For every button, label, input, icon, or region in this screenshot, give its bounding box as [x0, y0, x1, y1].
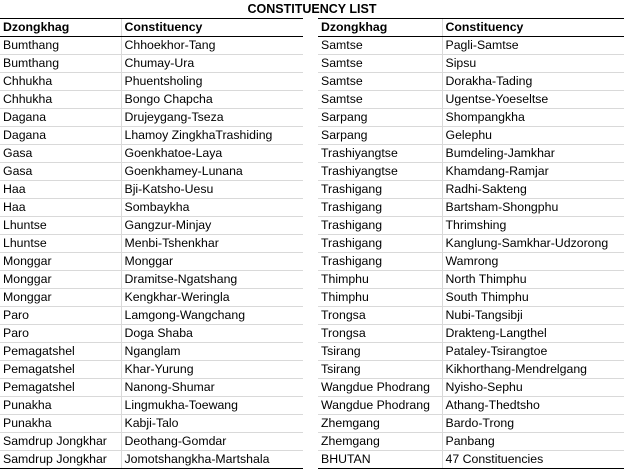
table-row	[318, 379, 624, 397]
dzongkhag-cell: Thimphu	[318, 271, 442, 289]
dzongkhag-cell: Wangdue Phodrang	[318, 397, 442, 415]
table-row	[0, 433, 303, 451]
table-row	[318, 55, 624, 73]
dzongkhag-cell: Monggar	[0, 289, 121, 307]
constituency-cell: Sipsu	[442, 55, 624, 73]
dzongkhag-cell: Thimphu	[318, 289, 442, 307]
constituency-cell: Chumay-Ura	[121, 55, 303, 73]
table-row	[0, 253, 303, 271]
dzongkhag-cell: Sarpang	[318, 127, 442, 145]
dzongkhag-cell: Gasa	[0, 145, 121, 163]
constituency-cell: Bardo-Trong	[442, 415, 624, 433]
constituency-cell: Pataley-Tsirangtoe	[442, 343, 624, 361]
table-row	[0, 163, 303, 181]
table-row	[0, 217, 303, 235]
constituency-cell: Panbang	[442, 433, 624, 451]
table-row	[0, 325, 303, 343]
constituency-cell: Lhamoy ZingkhaTrashiding	[121, 127, 303, 145]
dzongkhag-cell: Pemagatshel	[0, 343, 121, 361]
table-row	[0, 91, 303, 109]
table-row	[318, 325, 624, 343]
table-row	[0, 451, 303, 469]
table-row	[318, 181, 624, 199]
constituency-cell: Phuentsholing	[121, 73, 303, 91]
constituency-cell: North Thimphu	[442, 271, 624, 289]
constituency-cell: Nganglam	[121, 343, 303, 361]
dzongkhag-cell: Trashigang	[318, 253, 442, 271]
page-title: CONSTITUENCY LIST	[247, 2, 377, 16]
header-constituency: Constituency	[442, 19, 624, 37]
table-row	[0, 55, 303, 73]
dzongkhag-cell: Pemagatshel	[0, 361, 121, 379]
dzongkhag-cell: Chhukha	[0, 73, 121, 91]
constituency-cell: Kengkhar-Weringla	[121, 289, 303, 307]
dzongkhag-cell: Monggar	[0, 271, 121, 289]
dzongkhag-cell: Haa	[0, 199, 121, 217]
dzongkhag-cell: Pemagatshel	[0, 379, 121, 397]
constituency-cell: Shompangkha	[442, 109, 624, 127]
table-row	[318, 415, 624, 433]
table-row	[318, 91, 624, 109]
table-row	[0, 109, 303, 127]
constituency-cell: Radhi-Sakteng	[442, 181, 624, 199]
table-row	[0, 127, 303, 145]
dzongkhag-cell: BHUTAN	[318, 451, 442, 469]
dzongkhag-cell: Samdrup Jongkhar	[0, 451, 121, 469]
constituency-cell: Sombaykha	[121, 199, 303, 217]
constituency-cell: Bartsham-Shongphu	[442, 199, 624, 217]
table-row	[0, 415, 303, 433]
table-row	[0, 73, 303, 91]
constituency-cell: Dorakha-Tading	[442, 73, 624, 91]
table-row	[318, 397, 624, 415]
constituency-cell: Gelephu	[442, 127, 624, 145]
constituency-cell: South Thimphu	[442, 289, 624, 307]
constituency-cell: Bumdeling-Jamkhar	[442, 145, 624, 163]
table-row	[318, 217, 624, 235]
dzongkhag-cell: Dagana	[0, 109, 121, 127]
dzongkhag-cell: Dagana	[0, 127, 121, 145]
constituency-table-left	[0, 18, 303, 469]
constituency-cell: Gangzur-Minjay	[121, 217, 303, 235]
constituency-cell: Khamdang-Ramjar	[442, 163, 624, 181]
table-row	[0, 235, 303, 253]
dzongkhag-cell: Punakha	[0, 415, 121, 433]
table-row	[0, 271, 303, 289]
constituency-cell: Nubi-Tangsibji	[442, 307, 624, 325]
table-row	[318, 235, 624, 253]
dzongkhag-cell: Trashiyangtse	[318, 163, 442, 181]
dzongkhag-cell: Trashigang	[318, 235, 442, 253]
header-dzongkhag: Dzongkhag	[318, 19, 442, 37]
dzongkhag-cell: Chhukha	[0, 91, 121, 109]
table-row	[318, 289, 624, 307]
dzongkhag-cell: Samdrup Jongkhar	[0, 433, 121, 451]
dzongkhag-cell: Gasa	[0, 163, 121, 181]
dzongkhag-cell: Trashigang	[318, 217, 442, 235]
dzongkhag-cell: Bumthang	[0, 55, 121, 73]
table-row	[318, 307, 624, 325]
constituency-cell: Khar-Yurung	[121, 361, 303, 379]
table-row	[0, 181, 303, 199]
constituency-cell: Lamgong-Wangchang	[121, 307, 303, 325]
dzongkhag-cell: Wangdue Phodrang	[318, 379, 442, 397]
constituency-cell: Drujeygang-Tseza	[121, 109, 303, 127]
dzongkhag-cell: Paro	[0, 325, 121, 343]
dzongkhag-cell: Trashigang	[318, 199, 442, 217]
table-header-row	[318, 19, 624, 37]
header-dzongkhag: Dzongkhag	[0, 19, 121, 37]
table-row	[318, 127, 624, 145]
constituency-cell: Drakteng-Langthel	[442, 325, 624, 343]
constituency-cell: Goenkhamey-Lunana	[121, 163, 303, 181]
table-row	[0, 361, 303, 379]
constituency-cell: Nyisho-Sephu	[442, 379, 624, 397]
dzongkhag-cell: Trongsa	[318, 307, 442, 325]
table-row	[318, 37, 624, 55]
table-row	[318, 343, 624, 361]
dzongkhag-cell: Paro	[0, 307, 121, 325]
constituency-cell: Jomotshangkha-Martshala	[121, 451, 303, 469]
dzongkhag-cell: Lhuntse	[0, 217, 121, 235]
constituency-cell: Doga Shaba	[121, 325, 303, 343]
constituency-table-right	[318, 18, 624, 469]
table-row	[318, 361, 624, 379]
constituency-cell: Monggar	[121, 253, 303, 271]
dzongkhag-cell: Zhemgang	[318, 433, 442, 451]
constituency-cell: Menbi-Tshenkhar	[121, 235, 303, 253]
constituency-cell: Kikhorthang-Mendrelgang	[442, 361, 624, 379]
dzongkhag-cell: Samtse	[318, 37, 442, 55]
constituency-cell: Deothang-Gomdar	[121, 433, 303, 451]
dzongkhag-cell: Haa	[0, 181, 121, 199]
constituency-cell: Ugentse-Yoeseltse	[442, 91, 624, 109]
constituency-cell: Lingmukha-Toewang	[121, 397, 303, 415]
constituency-cell: Nanong-Shumar	[121, 379, 303, 397]
dzongkhag-cell: Tsirang	[318, 343, 442, 361]
constituency-cell: Wamrong	[442, 253, 624, 271]
constituency-cell: Pagli-Samtse	[442, 37, 624, 55]
header-constituency: Constituency	[121, 19, 303, 37]
dzongkhag-cell: Lhuntse	[0, 235, 121, 253]
dzongkhag-cell: Samtse	[318, 55, 442, 73]
table-row	[318, 451, 624, 469]
dzongkhag-cell: Trashigang	[318, 181, 442, 199]
table-row	[318, 271, 624, 289]
dzongkhag-cell: Punakha	[0, 397, 121, 415]
table-row	[318, 433, 624, 451]
constituency-cell: Dramitse-Ngatshang	[121, 271, 303, 289]
constituency-cell: Thrimshing	[442, 217, 624, 235]
table-row	[0, 397, 303, 415]
dzongkhag-cell: Trongsa	[318, 325, 442, 343]
dzongkhag-cell: Zhemgang	[318, 415, 442, 433]
table-row	[0, 199, 303, 217]
dzongkhag-cell: Samtse	[318, 73, 442, 91]
constituency-cell: Kabji-Talo	[121, 415, 303, 433]
table-row	[318, 253, 624, 271]
table-row	[318, 109, 624, 127]
constituency-cell: Athang-Thedtsho	[442, 397, 624, 415]
table-row	[0, 289, 303, 307]
dzongkhag-cell: Monggar	[0, 253, 121, 271]
dzongkhag-cell: Samtse	[318, 91, 442, 109]
constituency-cell: Bji-Katsho-Uesu	[121, 181, 303, 199]
dzongkhag-cell: Trashiyangtse	[318, 145, 442, 163]
constituency-cell: Kanglung-Samkhar-Udzorong	[442, 235, 624, 253]
constituency-cell: Bongo Chapcha	[121, 91, 303, 109]
table-row	[0, 343, 303, 361]
table-row	[0, 37, 303, 55]
table-header-row	[0, 19, 303, 37]
table-row	[318, 163, 624, 181]
table-row	[318, 73, 624, 91]
table-row	[0, 379, 303, 397]
table-row	[318, 145, 624, 163]
table-row	[0, 307, 303, 325]
constituency-cell: 47 Constituencies	[442, 451, 624, 469]
dzongkhag-cell: Tsirang	[318, 361, 442, 379]
table-row	[0, 145, 303, 163]
dzongkhag-cell: Bumthang	[0, 37, 121, 55]
table-row	[318, 199, 624, 217]
constituency-cell: Chhoekhor-Tang	[121, 37, 303, 55]
dzongkhag-cell: Sarpang	[318, 109, 442, 127]
constituency-cell: Goenkhatoe-Laya	[121, 145, 303, 163]
